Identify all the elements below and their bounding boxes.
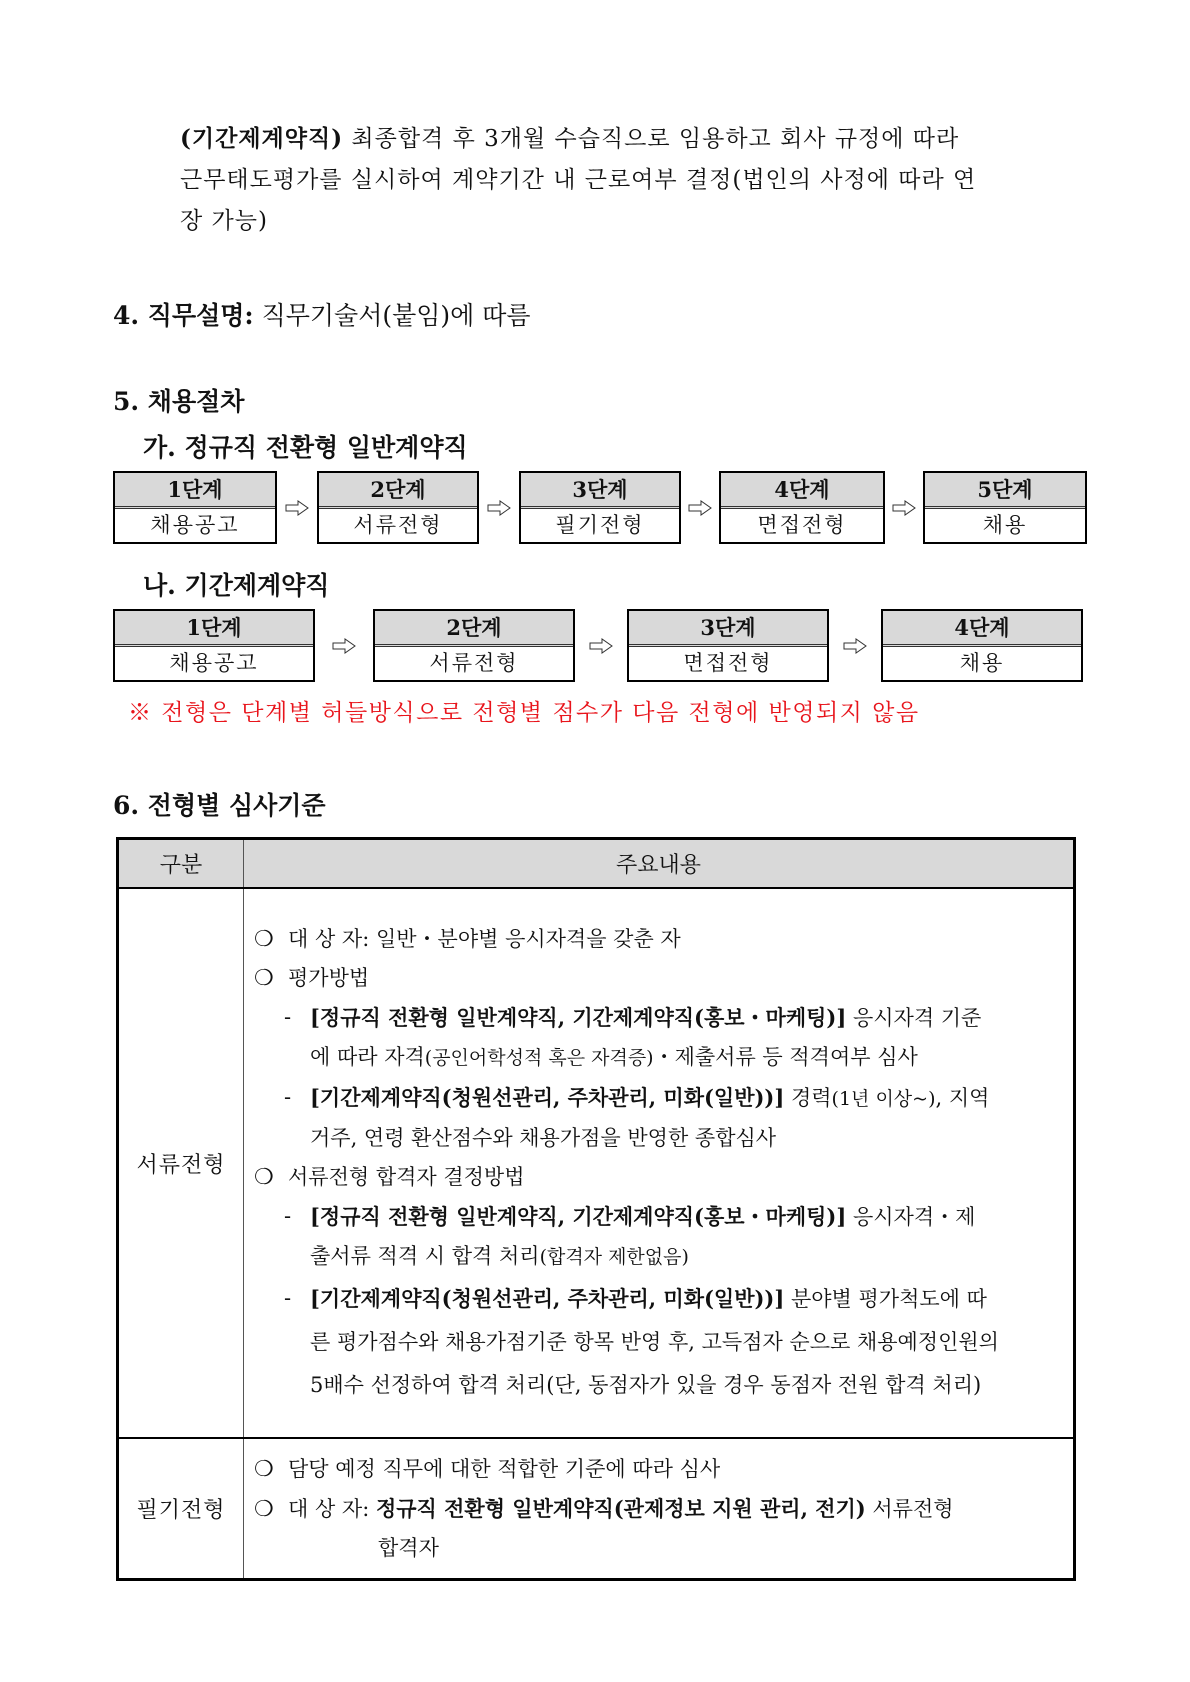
intro-line-3: 장 가능)	[180, 208, 268, 234]
step-stage: 1단계	[115, 473, 275, 509]
flow-b-step	[113, 609, 315, 682]
arrow-right-icon	[315, 638, 373, 654]
arrow-right-icon	[479, 500, 519, 516]
step-stage: 2단계	[375, 611, 573, 647]
flow-a-title: 가. 정규직 전환형 일반계약직	[143, 433, 468, 462]
flow-b	[113, 609, 1083, 682]
flow-a-step	[923, 471, 1087, 544]
hurdle-note: ※ 전형은 단계별 허들방식으로 전형별 점수가 다음 전형에 반영되지 않음	[128, 700, 920, 726]
arrow-right-icon	[829, 638, 881, 654]
row-label: 서류전형	[118, 888, 244, 1438]
bullet-continuation: 합격자	[378, 1535, 439, 1560]
section-6-heading: 6. 전형별 심사기준	[113, 791, 326, 820]
flow-b-step	[627, 609, 829, 682]
flow-b-step	[373, 609, 575, 682]
arrow-right-icon	[277, 500, 317, 516]
intro-line-1: (기간제계약직) 최종합격 후 3개월 수습직으로 임용하고 회사 규정에 따라	[180, 125, 960, 152]
flow-a	[113, 471, 1087, 544]
circle-bullet-icon: ❍	[254, 1496, 274, 1522]
circle-bullet-icon: ❍	[254, 1164, 274, 1190]
dash-item: - [정규직 전환형 일반계약직, 기간제계약직(홍보・마케팅)] 응시자격 기준 에 따라 자격(공인어학성적 혹은 자격증)・제출서류 등 적격여부 심사	[254, 998, 1061, 1078]
step-stage: 2단계	[319, 473, 477, 509]
flow-a-step	[719, 471, 885, 544]
bullet-item: ❍ 평가방법	[254, 959, 1061, 998]
dash-marker: -	[284, 1203, 292, 1228]
flow-b-step	[881, 609, 1083, 682]
flow-b-title: 나. 기간제계약직	[143, 571, 330, 600]
step-stage: 3단계	[629, 611, 827, 647]
table-row	[118, 888, 1075, 1438]
step-stage: 1단계	[115, 611, 313, 647]
step-name: 필기전형	[555, 513, 645, 537]
bullet-item: ❍ 대 상 자: 정규직 전환형 일반계약직(관제정보 지원 관리, 전기) 서류전형	[254, 1489, 1061, 1529]
section-4-heading: 4. 직무설명: 직무기술서(붙임)에 따름	[113, 301, 531, 330]
header-content: 주요내용	[244, 839, 1075, 889]
intro-line-2: 근무태도평가를 실시하여 계약기간 내 근로여부 결정(법인의 사정에 따라 연	[180, 167, 977, 193]
criteria-table	[116, 837, 1076, 1581]
step-name: 면접전형	[683, 651, 773, 675]
bullet-item: ❍ 서류전형 합격자 결정방법	[254, 1158, 1061, 1197]
flow-a-step	[317, 471, 479, 544]
bullet-item: ❍ 대 상 자: 일반・분야별 응시자격을 갖춘 자	[254, 920, 1061, 959]
bullet-item: ❍ 담당 예정 직무에 대한 적합한 기준에 따라 심사	[254, 1450, 1061, 1489]
step-name: 서류전형	[353, 513, 443, 537]
step-name: 면접전형	[757, 513, 847, 537]
circle-bullet-icon: ❍	[254, 1456, 274, 1482]
row-content	[244, 888, 1075, 1438]
section-5-heading: 5. 채용절차	[113, 387, 245, 416]
intro-paragraph	[180, 118, 1080, 242]
dash-item: - [정규직 전환형 일반계약직, 기간제계약직(홍보・마케팅)] 응시자격・제 출서류 적격 시 합격 처리(합격자 제한없음)	[254, 1197, 1061, 1277]
flow-a-step	[519, 471, 681, 544]
step-name: 채용	[959, 651, 1005, 675]
step-name: 채용공고	[150, 513, 240, 537]
step-name: 채용	[982, 513, 1028, 537]
table-header-row	[118, 839, 1075, 889]
row-label: 필기전형	[118, 1438, 244, 1580]
step-name: 채용공고	[169, 651, 259, 675]
step-stage: 4단계	[721, 473, 883, 509]
dash-marker: -	[284, 1084, 292, 1109]
section-4-text: 직무기술서(붙임)에 따름	[253, 301, 531, 330]
step-name: 서류전형	[429, 651, 519, 675]
step-stage: 5단계	[925, 473, 1085, 509]
circle-bullet-icon: ❍	[254, 965, 274, 991]
dash-item: - [기간제계약직(청원선관리, 주차관리, 미화(일반))] 경력(1년 이상~), 지역 거주, 연령 환산점수와 채용가점을 반영한 종합심사	[254, 1078, 1061, 1158]
arrow-right-icon	[575, 638, 627, 654]
flow-a-step	[113, 471, 277, 544]
intro-bold-prefix: (기간제계약직)	[180, 125, 344, 152]
dash-marker: -	[284, 1004, 292, 1029]
step-stage: 3단계	[521, 473, 679, 509]
circle-bullet-icon: ❍	[254, 926, 274, 952]
arrow-right-icon	[885, 500, 923, 516]
header-category: 구분	[118, 839, 244, 889]
dash-item: - [기간제계약직(청원선관리, 주차관리, 미화(일반))] 분야별 평가척도에 따 른 평가점수와 채용가점기준 항목 반영 후, 고득점자 순으로 채용예정인원의 5배수 선정하여 합격 처리(단, 동점자가 있을 경우 동점자 전원 합격 처리)	[254, 1277, 1061, 1407]
dash-marker: -	[284, 1285, 292, 1310]
row-content	[244, 1438, 1075, 1580]
step-stage: 4단계	[883, 611, 1081, 647]
table-row	[118, 1438, 1075, 1580]
arrow-right-icon	[681, 500, 719, 516]
